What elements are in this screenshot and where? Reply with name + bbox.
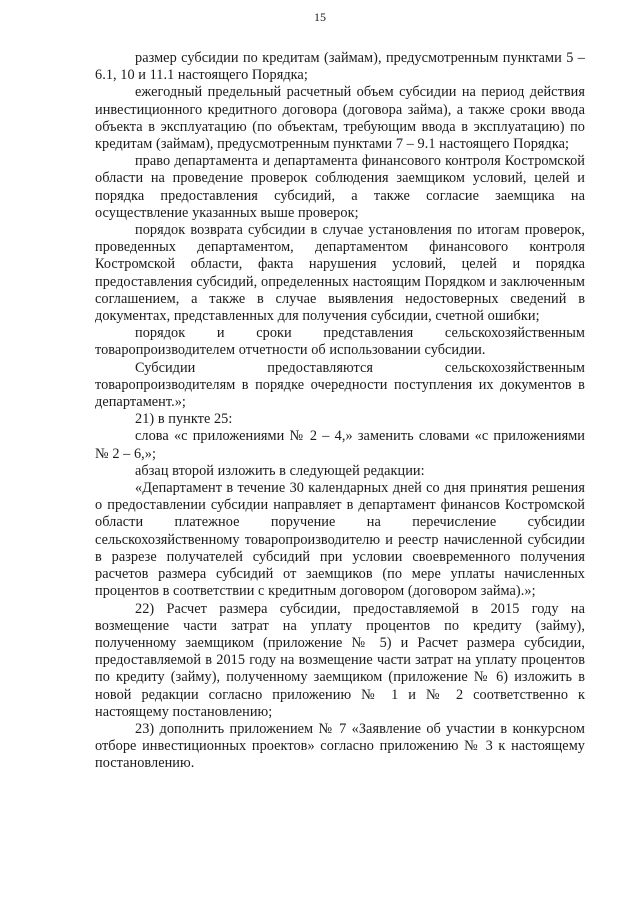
page-number: 15	[314, 10, 326, 24]
paragraph-replace-words: слова «с приложениями № 2 – 4,» заменить словами «с приложениями № 2 – 6,»;	[95, 428, 585, 462]
paragraph-inspection-right: право департамента и департамента финансового контроля Костромской области на проведение проверок соблюдения заемщиком условий, целей и порядка предоставления субсидий, а также согласие заемщика на осуществление указанных выше проверок;	[95, 153, 585, 221]
paragraph-item-23: 23) дополнить приложением № 7 «Заявление об участии в конкурсном отборе инвестиционных проектов» согласно приложению № 3 к настоящему постановлению.	[95, 720, 585, 772]
document-body	[95, 50, 585, 773]
paragraph-annual-limit: ежегодный предельный расчетный объем субсидии на период действия инвестиционного кредитного договора (договора займа), а также сроки ввода объекта в эксплуатацию (по объектам, требующим ввода в эксплуатацию) по кредитам (займам), предусмотренным пунктами 7 – 9.1 настоящего Порядка;	[95, 84, 585, 153]
paragraph-return-procedure: порядок возврата субсидии в случае установления по итогам проверок, проведенных департаментом, департаментом финансового контроля Костромской области, факта нарушения условий, целей и порядка предоставления субсидий, определенных настоящим Порядком и заключенным соглашением, а также в случае выявления недостоверных сведений в документах, представленных для получения субсидии, счетной ошибки;	[95, 222, 585, 325]
paragraph-item-22: 22) Расчет размера субсидии, предоставляемой в 2015 году на возмещение части затрат на уплату процентов по кредиту (займу), полученному заемщиком (приложение № 5) и Расчет размера субсидии, предоставляемой в 2015 году на возмещение части затрат на уплату процентов по кредиту (займу), полученному заемщиком (приложение № 6) изложить в новой редакции согласно приложению № 1 и № 2 соответственно к настоящему постановлению;	[95, 600, 585, 720]
paragraph-item-21: 21) в пункте 25:	[135, 411, 233, 428]
paragraph-subsidy-size: размер субсидии по кредитам (займам), предусмотренным пунктами 5 – 6.1, 10 и 11.1 настоящего Порядка;	[95, 50, 585, 84]
paragraph-second-abstract: абзац второй изложить в следующей редакции:	[135, 462, 425, 479]
paragraph-reporting: порядок и сроки представления сельскохозяйственным товаропроизводителем отчетности об использовании субсидии.	[95, 325, 585, 359]
paragraph-subsidies-provided: Субсидии предоставляются сельскохозяйственным товаропроизводителям в порядке очередности поступления их документов в департамент.»;	[95, 359, 585, 411]
paragraph-department-quote: «Департамент в течение 30 календарных дней со дня принятия решения о предоставлении субсидии направляет в департамент финансов Костромской области платежное поручение на перечисление субсидии сельскохозяйственному товаропроизводителю и реестр начисленной субсидии в разрезе получателей субсидий при условии своевременного получения расчетов размера субсидий от заемщиков (по мере уплаты начисленных процентов в соответствии с кредитным договором (договором займа).»;	[95, 480, 585, 600]
